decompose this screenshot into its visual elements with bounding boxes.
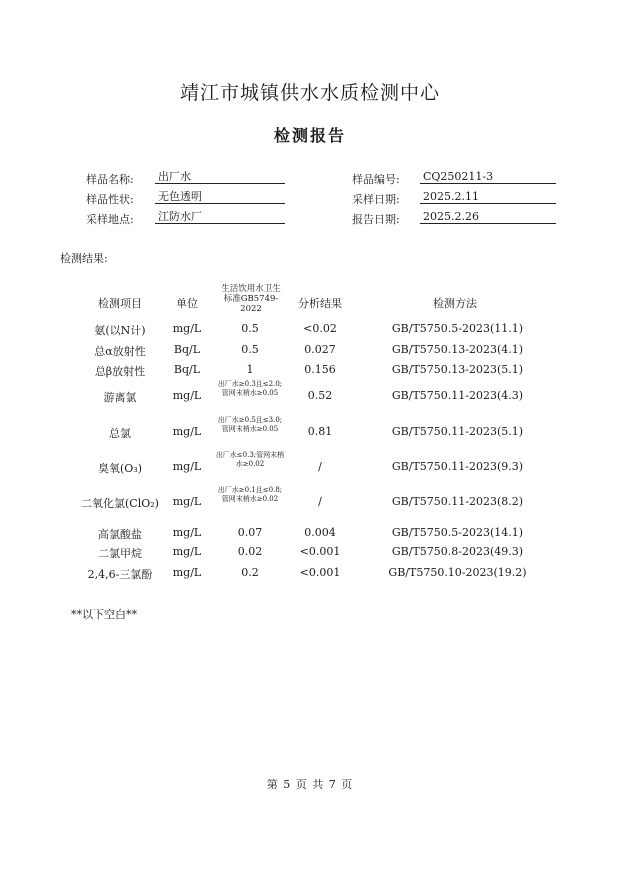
cell-result: 0.81	[307, 425, 333, 438]
cell-unit: mg/L	[172, 526, 202, 539]
sample-prop-label: 样品性状:	[86, 193, 134, 206]
cell-item: 高氯酸盐	[98, 528, 142, 541]
cell-standard: 出厂水≥0.3且≤2.0;管网末梢水≥0.05	[217, 380, 283, 397]
cell-unit: mg/L	[172, 389, 202, 402]
sampling-site-value: 江防水厂	[155, 210, 285, 224]
cell-result: 0.156	[304, 363, 336, 376]
cell-method: GB/T5750.5-2023(11.1)	[391, 322, 524, 335]
cell-standard: 出厂水≥0.5且≤3.0;管网末梢水≥0.05	[217, 416, 283, 433]
report-date-value: 2025.2.26	[420, 210, 556, 224]
header-result: 分析结果	[298, 297, 342, 310]
cell-item: 游离氯	[103, 391, 137, 404]
cell-item: 总β放射性	[94, 365, 146, 378]
cell-item: 二氧化氯(ClO₂)	[81, 497, 159, 510]
results-section-label: 检测结果:	[60, 252, 108, 265]
cell-result: /	[318, 495, 322, 508]
cell-method: GB/T5750.11-2023(5.1)	[391, 425, 524, 438]
header-standard: 生活饮用水卫生标准GB5749-2022	[221, 284, 281, 314]
header-unit: 单位	[176, 297, 198, 310]
cell-standard: 0.5	[241, 322, 259, 335]
sample-no-label: 样品编号:	[352, 173, 400, 186]
cell-item: 总α放射性	[94, 345, 146, 358]
cell-method: GB/T5750.13-2023(4.1)	[391, 343, 524, 356]
cell-result: <0.02	[303, 322, 337, 335]
cell-method: GB/T5750.11-2023(9.3)	[391, 460, 524, 473]
cell-unit: mg/L	[172, 322, 202, 335]
cell-unit: Bq/L	[173, 363, 201, 376]
cell-result: 0.027	[304, 343, 336, 356]
cell-result: /	[318, 460, 322, 473]
cell-method: GB/T5750.8-2023(49.3)	[391, 545, 524, 558]
cell-item: 二氯甲烷	[98, 547, 142, 560]
cell-item: 总氯	[109, 427, 131, 440]
cell-unit: mg/L	[172, 425, 202, 438]
cell-standard: 出厂水≤0.3;管网末梢水≥0.02	[215, 451, 285, 468]
organization-name: 靖江市城镇供水水质检测中心	[179, 82, 440, 104]
sample-name-value: 出厂水	[155, 170, 285, 184]
cell-standard: 出厂水≥0.1且≤0.8;管网末梢水≥0.02	[217, 486, 283, 503]
cell-unit: mg/L	[172, 566, 202, 579]
sample-no-value: CQ250211-3	[420, 170, 556, 184]
page-number: 第 5 页 共 7 页	[266, 778, 354, 791]
cell-result: 0.52	[307, 389, 333, 402]
cell-result: <0.001	[299, 545, 341, 558]
cell-method: GB/T5750.11-2023(4.3)	[391, 389, 524, 402]
cell-result: 0.004	[304, 526, 336, 539]
cell-unit: mg/L	[172, 460, 202, 473]
cell-method: GB/T5750.11-2023(8.2)	[391, 495, 524, 508]
cell-method: GB/T5750.13-2023(5.1)	[391, 363, 524, 376]
header-item: 检测项目	[98, 297, 142, 310]
sampling-site-label: 采样地点:	[86, 213, 134, 226]
cell-unit: Bq/L	[173, 343, 201, 356]
sample-name-label: 样品名称:	[86, 173, 134, 186]
cell-standard: 0.5	[241, 343, 259, 356]
cell-unit: mg/L	[172, 495, 202, 508]
cell-standard: 1	[246, 363, 254, 376]
report-date-label: 报告日期:	[352, 213, 400, 226]
cell-method: GB/T5750.5-2023(14.1)	[391, 526, 524, 539]
sampling-date-value: 2025.2.11	[420, 190, 556, 204]
cell-standard: 0.2	[241, 566, 259, 579]
cell-item: 2,4,6-三氯酚	[87, 568, 153, 581]
cell-standard: 0.02	[237, 545, 263, 558]
cell-result: <0.001	[299, 566, 341, 579]
cell-standard: 0.07	[237, 526, 263, 539]
cell-method: GB/T5750.10-2023(19.2)	[388, 566, 527, 579]
cell-unit: mg/L	[172, 545, 202, 558]
blank-note: **以下空白**	[71, 608, 137, 621]
header-method: 检测方法	[433, 297, 477, 310]
report-title: 检测报告	[273, 126, 346, 145]
sample-prop-value: 无色透明	[155, 190, 285, 204]
cell-item: 臭氧(O₃)	[97, 462, 142, 475]
cell-item: 氨(以N计)	[94, 324, 146, 337]
sampling-date-label: 采样日期:	[352, 193, 400, 206]
